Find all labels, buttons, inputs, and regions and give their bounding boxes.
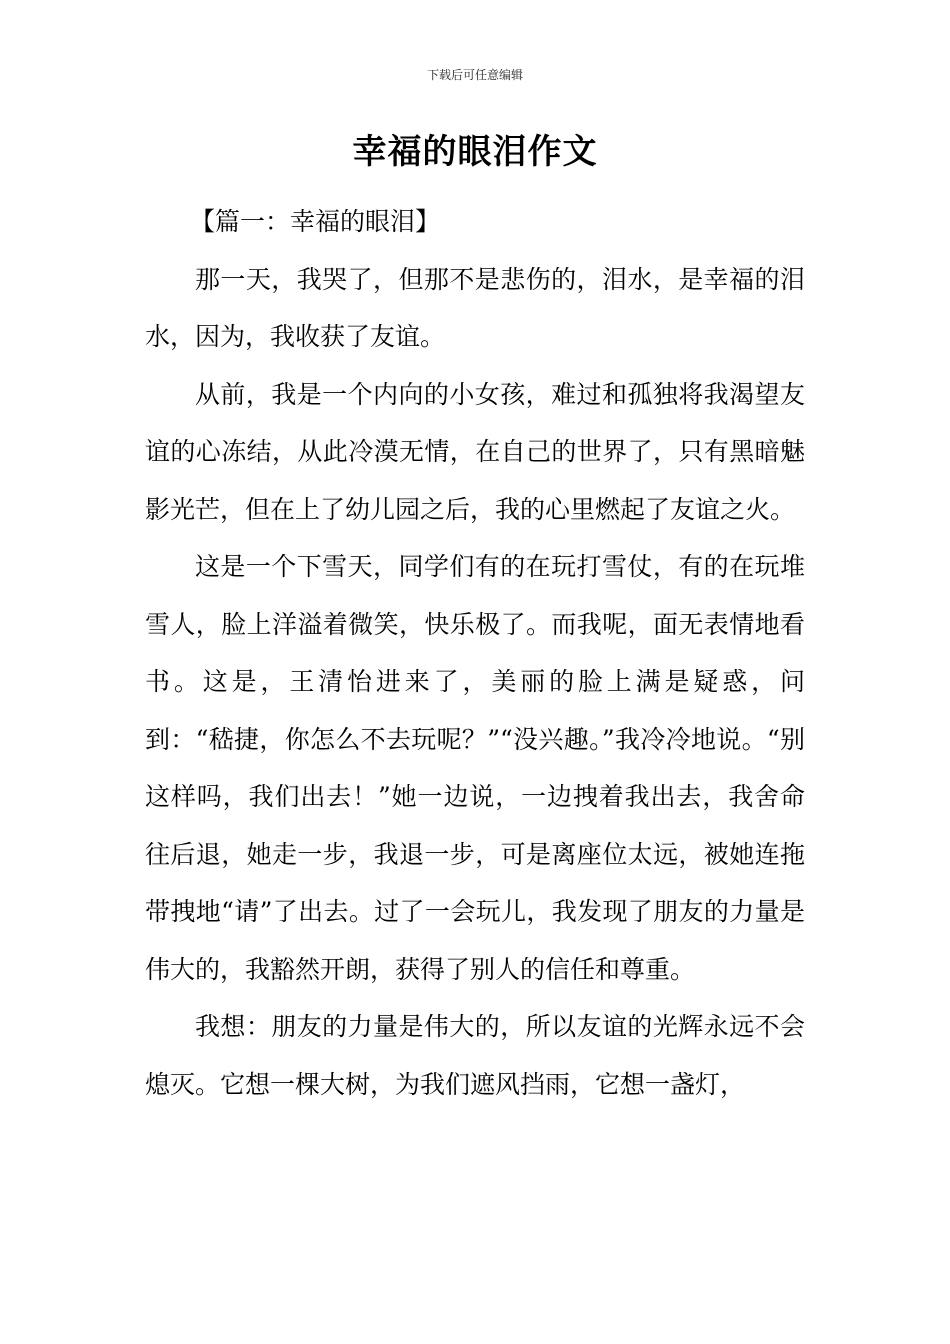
paragraph-4: 我想：朋友的力量是伟大的，所以友谊的光辉永远不会熄灭。它想一棵大树，为我们遮风挡雨，它想一盏灯， <box>145 1012 805 1099</box>
document-title: 幸福的眼泪作文 <box>352 132 598 172</box>
section-heading: 【篇一：幸福的眼泪】 <box>190 207 441 236</box>
paragraph-2: 从前，我是一个内向的小女孩，难过和孤独将我渴望友谊的心冻结，从此冷漠无情，在自己的世界了，只有黑暗魅影光芒，但在上了幼儿园之后，我的心里燃起了友谊之火。 <box>145 379 805 524</box>
header-note: 下载后可任意编辑 <box>426 68 523 82</box>
document-body <box>145 193 805 1113</box>
paragraph-3: 这是一个下雪天，同学们有的在玩打雪仗，有的在玩堆雪人，脸上洋溢着微笑，快乐极了。而我呢，面无表情地看书。这是，王清怡进来了，美丽的脸上满是疑惑，问到：“嵇捷，你怎么不去玩呢？”“没兴趣。”我冷冷地说。“别这样吗，我们出去！”她一边说，一边拽着我出去，我舍命往后退，她走一步，我退一步，可是离座位太远，被她连拖带拽地“请”了出去。过了一会玩儿，我发现了朋友的力量是伟大的，我豁然开朗，获得了别人的信任和尊重。 <box>145 552 805 984</box>
paragraph-1: 那一天，我哭了，但那不是悲伤的，泪水，是幸福的泪水，因为，我收获了友谊。 <box>145 264 805 351</box>
